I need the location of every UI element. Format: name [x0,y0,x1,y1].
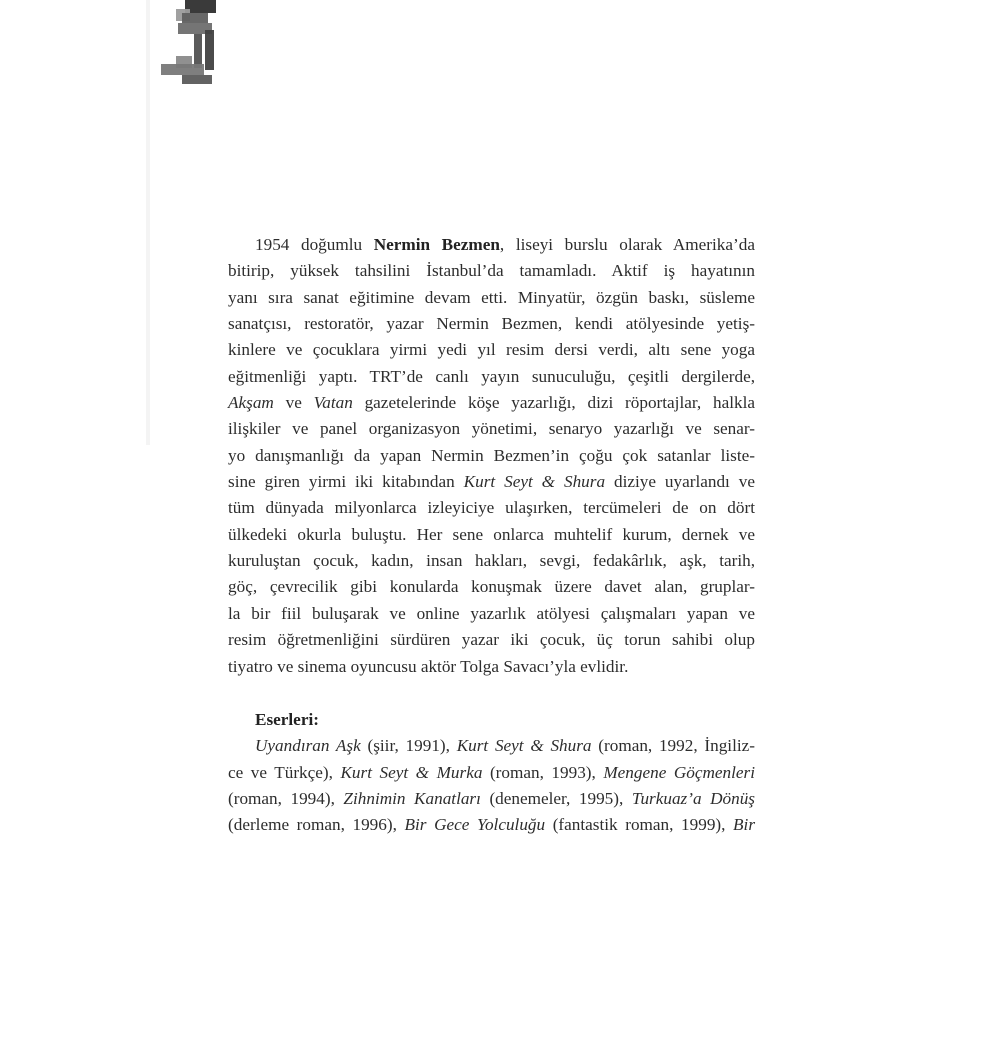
text-line [228,311,755,337]
text-run: bitirip, yüksek tahsilini İstanbul’da tamamladı. Aktif iş hayatının [228,261,755,281]
works-paragraph [228,733,755,838]
italic-text-run: Zihnimin Kanatları [343,788,481,808]
italic-text-run: Vatan [313,393,353,413]
text-line [228,285,755,311]
text-run: ilişkiler ve panel organizasyon yönetimi, senaryo yazarlığı ve senar- [228,419,755,439]
text-run: (roman, 1994), [228,788,344,808]
text-run: resim öğretmenliğini sürdüren yazar iki çocuk, üç torun sahibi olup [228,630,755,650]
text-line [228,627,755,653]
text-run: la bir fiil buluşarak ve online yazarlık atölyesi çalışmaları yapan ve [228,603,755,623]
italic-text-run: Kurt Seyt & Shura [463,472,606,492]
text-run: eğitmenliği yaptı. TRT’de canlı yayın sunuculuğu, çeşitli dergilerde, [228,366,755,386]
text-run: (roman, 1992, İngiliz- [591,736,755,756]
italic-text-run: Kurt Seyt & Murka [340,762,483,782]
text-line [228,548,755,574]
text-line [228,232,755,258]
text-run: (fantastik roman, 1999), [545,815,734,835]
italic-text-run: Turkuaz’a Dönüş [631,788,755,808]
text-line [228,469,755,495]
text-line [228,812,755,838]
text-run: göç, çevrecilik gibi konularda konuşmak üzere davet alan, gruplar- [228,577,755,597]
text-run: kuruluştan çocuk, kadın, insan hakları, sevgi, fedakârlık, aşk, tarih, [228,551,755,571]
text-run: (roman, 1993), [482,762,604,782]
text-run: gazetelerinde köşe yazarlığı, dizi röportajlar, halkla [352,393,755,413]
bio-paragraph [228,232,755,680]
text-line [228,786,755,812]
text-run: (şiir, 1991), [360,736,457,756]
italic-text-run: Mengene Göçmenleri [603,762,756,782]
text-run: sine giren yirmi iki kitabından [228,472,464,492]
text-line [228,495,755,521]
bold-text-run: Nermin Bezmen [373,235,500,254]
text-column [228,232,755,839]
text-line [228,416,755,442]
text-run: diziye uyarlandı ve [605,472,755,492]
italic-text-run: Kurt Seyt & Shura [456,736,592,756]
text-run: yo danışmanlığı da yapan Nermin Bezmen’in çoğu çok satanlar liste- [228,445,755,465]
text-run: sanatçısı, restoratör, yazar Nermin Bezmen, kendi atölyesinde yetiş- [228,314,755,334]
italic-text-run: Akşam [228,393,274,413]
text-run: tiyatro ve sinema oyuncusu aktör Tolga Savacı’yla evlidir. [228,656,629,676]
scan-artifact-icon [176,0,218,86]
text-run: tüm dünyada milyonlarca izleyiciye ulaşırken, tercümeleri de on dört [228,498,755,518]
scan-crease-line [146,0,150,445]
italic-text-run: Uyandıran Aşk [255,736,361,756]
text-run: (denemeler, 1995), [480,788,632,808]
text-line [228,258,755,284]
text-line [228,390,755,416]
text-line [228,760,755,786]
text-run: ülkedeki okurla buluştu. Her sene onlarca muhtelif kurum, dernek ve [228,524,755,544]
text-line [228,601,755,627]
text-run: ce ve Türkçe), [228,762,341,782]
text-run: (derleme roman, 1996), [228,815,405,835]
works-heading: Eserleri: [255,709,319,729]
text-line [228,364,755,390]
text-run: , liseyi burslu olarak Amerika’da [499,235,755,254]
text-line [228,654,755,680]
text-run: kinlere ve çocuklara yirmi yedi yıl resim dersi verdi, altı sene yoga [228,340,755,360]
text-line [228,574,755,600]
text-line [228,337,755,363]
text-line [228,522,755,548]
italic-text-run: Bir [733,815,756,835]
text-run: yanı sıra sanat eğitimine devam etti. Minyatür, özgün baskı, süsleme [228,287,755,307]
text-run: 1954 doğumlu [255,235,374,254]
text-line [228,443,755,469]
text-run: ve [273,393,314,413]
text-line [228,733,755,759]
italic-text-run: Bir Gece Yolculuğu [404,815,546,835]
